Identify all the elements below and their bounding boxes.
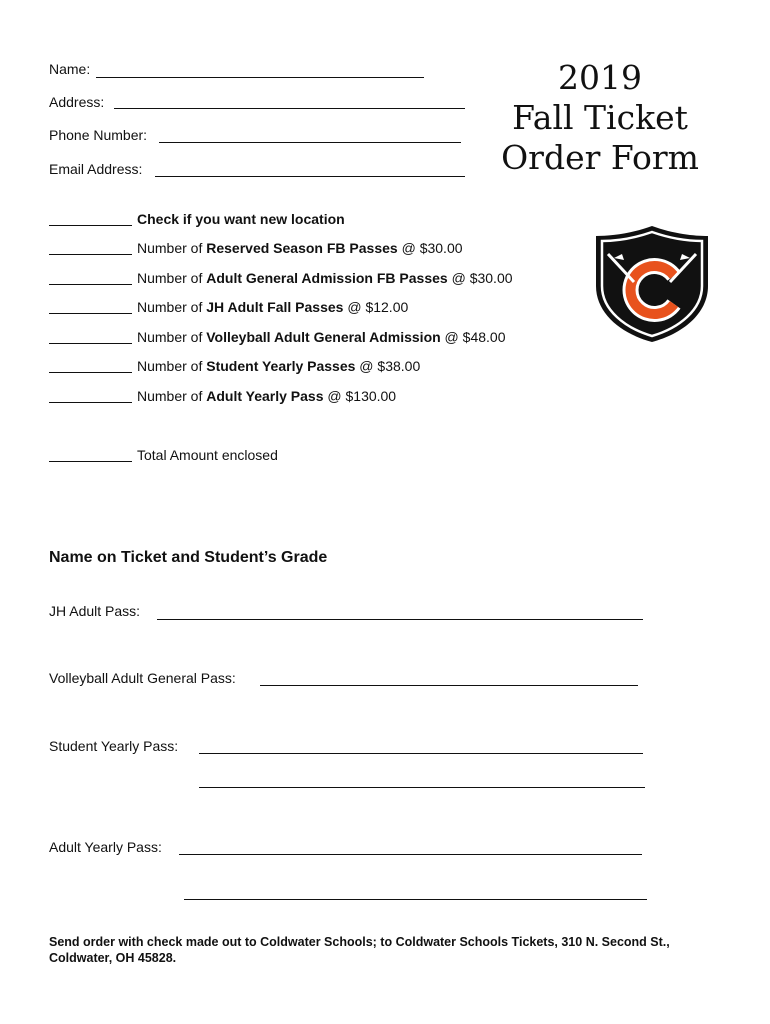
- email-field[interactable]: [155, 176, 465, 177]
- volleyball-pass-label: Volleyball Adult General Pass:: [49, 670, 236, 686]
- adult-yearly-pass-name-field[interactable]: [179, 854, 642, 855]
- row-bold-text: Student Yearly Passes: [206, 358, 356, 374]
- title-line-2: Fall Ticket: [512, 98, 688, 137]
- row-prefix: Number of: [137, 329, 207, 345]
- form-title: [498, 58, 702, 178]
- name-label: Name:: [49, 61, 91, 77]
- student-yearly-pass-name-field[interactable]: [199, 753, 643, 754]
- row-prefix: Number of: [137, 299, 207, 315]
- jh-adult-pass-name-field[interactable]: [157, 619, 643, 620]
- volleyball-pass-name-field[interactable]: [260, 685, 638, 686]
- row-prefix: Number of: [137, 388, 207, 404]
- row-bold-text: Reserved Season FB Passes: [206, 240, 398, 256]
- student-yearly-pass-label: Student Yearly Pass:: [49, 738, 179, 754]
- adult-yearly-pass-label: Adult Yearly Pass:: [49, 839, 162, 855]
- adult-yearly-quantity-field[interactable]: [49, 402, 132, 403]
- row-price: @ $38.00: [355, 358, 421, 374]
- name-field[interactable]: [96, 77, 424, 78]
- row-price: @ $130.00: [323, 388, 397, 404]
- row-bold-text: Adult Yearly Pass: [206, 388, 324, 404]
- total-amount-label: Total Amount enclosed: [137, 447, 278, 463]
- adult-ga-fb-quantity-field[interactable]: [49, 284, 132, 285]
- volleyball-ga-quantity-field[interactable]: [49, 343, 132, 344]
- title-year: 2019: [558, 58, 642, 97]
- row-prefix: Number of: [137, 240, 207, 256]
- mailing-instructions: Send order with check made out to Coldwater Schools; to Coldwater Schools Tickets, 310 N. Second St., Coldwater, OH 45828.: [49, 935, 670, 965]
- row-bold-text: JH Adult Fall Passes: [206, 299, 344, 315]
- row-prefix: Number of: [137, 358, 207, 374]
- crest-shield-c-icon: [592, 224, 712, 344]
- address-field[interactable]: [114, 108, 465, 109]
- row-bold-text: Check if you want new location: [137, 211, 345, 227]
- row-price: @ $30.00: [447, 270, 513, 286]
- row-bold-text: Volleyball Adult General Admission: [206, 329, 441, 345]
- address-label: Address:: [49, 94, 105, 110]
- row-prefix: Number of: [137, 270, 207, 286]
- phone-field[interactable]: [159, 142, 461, 143]
- total-amount-field[interactable]: [49, 461, 132, 462]
- new-location-checkbox-field[interactable]: [49, 225, 132, 226]
- student-yearly-quantity-field[interactable]: [49, 372, 132, 373]
- jh-adult-pass-label: JH Adult Pass:: [49, 603, 141, 619]
- adult-yearly-pass-name-field-2[interactable]: [184, 899, 647, 900]
- row-price: @ $12.00: [343, 299, 409, 315]
- title-line-3: Order Form: [501, 138, 699, 177]
- jh-adult-fall-quantity-field[interactable]: [49, 313, 132, 314]
- phone-label: Phone Number:: [49, 127, 148, 143]
- reserved-fb-quantity-field[interactable]: [49, 254, 132, 255]
- row-bold-text: Adult General Admission FB Passes: [206, 270, 448, 286]
- row-price: @ $48.00: [440, 329, 506, 345]
- row-price: @ $30.00: [397, 240, 463, 256]
- names-section-heading: Name on Ticket and Student’s Grade: [49, 549, 328, 566]
- student-yearly-pass-name-field-2[interactable]: [199, 787, 645, 788]
- email-label: Email Address:: [49, 161, 143, 177]
